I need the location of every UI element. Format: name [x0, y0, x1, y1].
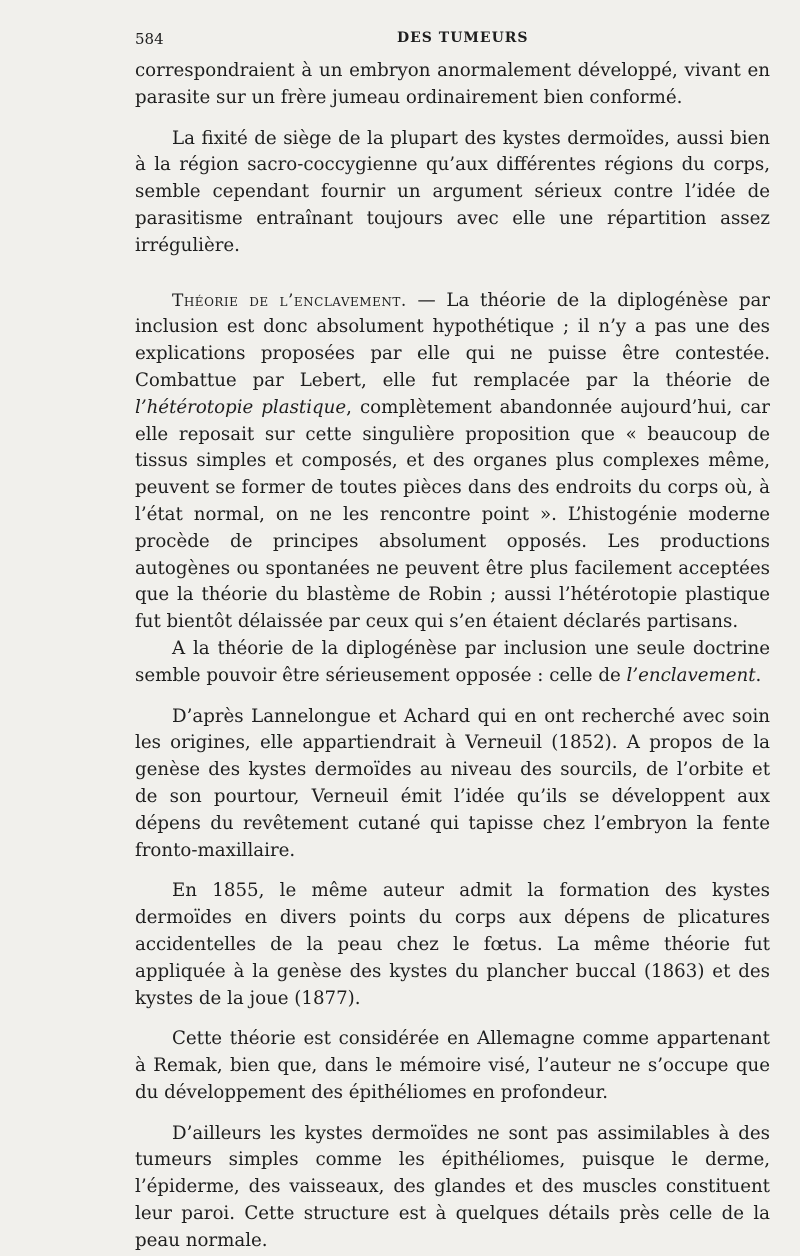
- paragraph-text: , complètement abandonnée aujourd’hui, car elle reposait sur cette singulière proposition que « beaucoup de tissus simples et composés, et des organes plus complexes même, peuvent se former de toutes pièces dans des endroits du corps où, à l’état normal, on ne les rencontre point ». L’histogénie moderne procède de principes absolument opposés. Les productions autogènes ou spontanées ne peuvent être plus facilement acceptées que la théorie du blastème de Robin ; aussi l’hétérotopie plastique fut bientôt délaissée par ceux qui s’en étaient déclarés partisans.: [135, 396, 771, 633]
- running-title: DES TUMEURS: [397, 30, 529, 46]
- emphasis-text: l’hétérotopie plastique: [135, 396, 347, 418]
- page-header: [135, 30, 770, 50]
- paragraph: La fixité de siège de la plupart des kystes dermoïdes, aussi bien à la région sacro-coccygienne qu’aux différentes régions du corps, semble cependant fournir un argument sérieux contre l’idée de parasitisme entraînant toujours avec elle une répartition assez irrégulière.: [135, 127, 770, 256]
- section-heading: Théorie de l’enclavement.: [172, 290, 407, 311]
- section-paragraph: [135, 288, 770, 636]
- paragraph-text: A la théorie de la diplogénèse par inclusion une seule doctrine semble pouvoir être sérieusement opposée : celle de: [135, 637, 770, 686]
- paragraph-continuation: correspondraient à un embryon anormalement développé, vivant en parasite sur un frère jumeau ordinairement bien conformé.: [135, 60, 770, 108]
- emphasis-text: l’enclavement: [626, 664, 756, 686]
- page-body: [135, 58, 770, 1255]
- paragraph-text: — La théorie de la diplogénèse par inclusion est donc absolument hypothétique ; il n’y a pas une des explications proposées par elle qui ne puisse être contestée. Combattue par Lebert, elle fut remplacée par la théorie de: [135, 289, 771, 391]
- paragraph: En 1855, le même auteur admit la formation des kystes dermoïdes en divers points du corps aux dépens de plicatures accidentelles de la peau chez le fœtus. La même théorie fut appliquée à la genèse des kystes du plancher buccal (1863) et des kystes de la joue (1877).: [135, 880, 770, 1009]
- page-number: 584: [135, 30, 164, 48]
- paragraph-text: .: [755, 664, 762, 686]
- paragraph: D’après Lannelongue et Achard qui en ont recherché avec soin les origines, elle appartiendrait à Verneuil (1852). A propos de la genèse des kystes dermoïdes au niveau des sourcils, de l’orbite et de son pourtour, Verneuil émit l’idée qu’ils se développent aux dépens du revêtement cutané qui tapisse chez l’embryon la fente fronto-maxillaire.: [135, 705, 770, 861]
- paragraph: [135, 636, 770, 690]
- paragraph: D’ailleurs les kystes dermoïdes ne sont pas assimilables à des tumeurs simples comme les épithéliomes, puisque le derme, l’épiderme, des vaisseaux, des glandes et des muscles constituent leur paroi. Cette structure est à quelques détails près celle de la peau normale.: [135, 1122, 770, 1251]
- paragraph: Cette théorie est considérée en Allemagne comme appartenant à Remak, bien que, dans le mémoire visé, l’auteur ne s’occupe que du développement des épithéliomes en profondeur.: [135, 1028, 770, 1103]
